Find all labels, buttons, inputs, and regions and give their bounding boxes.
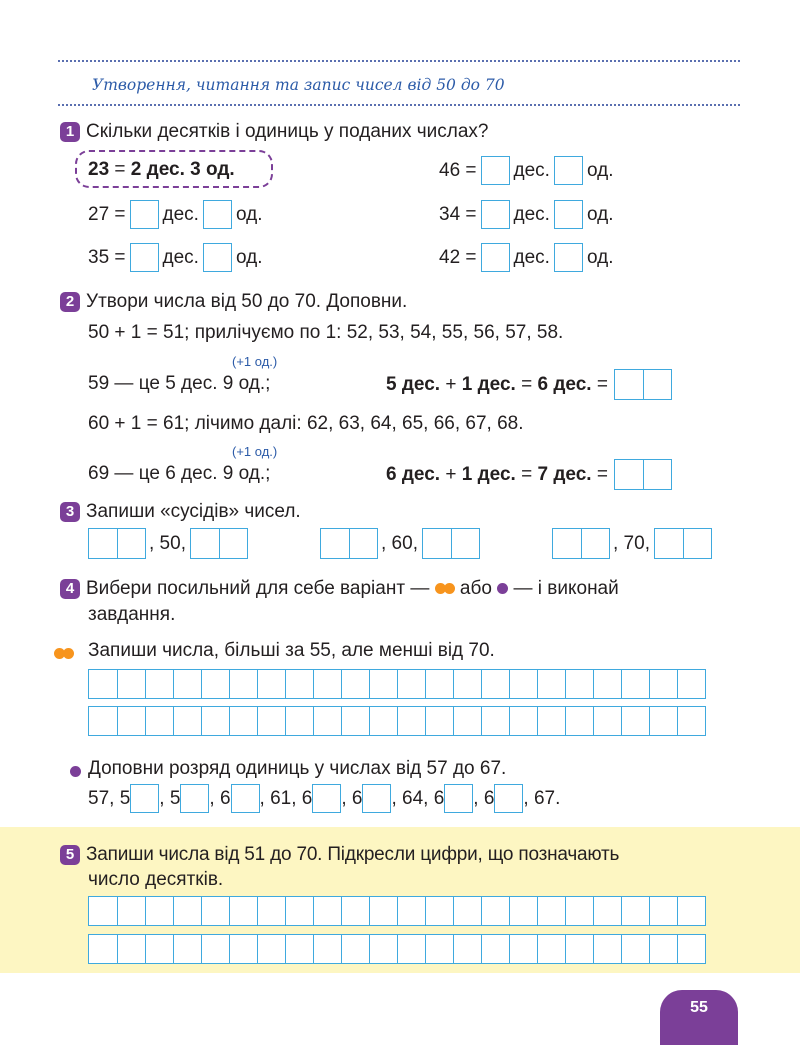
sequence-part: , 67.: [523, 787, 561, 809]
task-2-prompt: Утвори числа від 50 до 70. Доповни.: [86, 291, 408, 312]
tens-box[interactable]: [481, 156, 510, 185]
task-2-badge: 2: [60, 292, 80, 312]
digit-box[interactable]: [130, 784, 159, 813]
prompt-text: — і виконай: [513, 578, 619, 599]
task-2-line-1: 50 + 1 = 51; прилічуємо по 1: 52, 53, 54, 55, 56, 57, 58.: [88, 322, 564, 343]
hint-plus-one: (+1 од.): [232, 444, 278, 459]
digit-box[interactable]: [494, 784, 523, 813]
item-number: 46 =: [439, 159, 477, 181]
task-2-equation-1: [386, 369, 672, 400]
task-1-item: [439, 156, 613, 185]
neighbors-group: [88, 528, 248, 559]
neighbor-box[interactable]: [654, 528, 712, 559]
neighbor-box[interactable]: [88, 528, 146, 559]
neighbor-box[interactable]: [190, 528, 248, 559]
digit-box[interactable]: [362, 784, 391, 813]
neighbors-group: [320, 528, 480, 559]
prompt-text: Вибери посильний для себе варіант —: [86, 578, 430, 599]
task-2-line-2: 59 — це 5 дес. 9 од.;: [88, 373, 271, 394]
neighbor-number: , 60,: [381, 532, 418, 554]
answer-grid-row[interactable]: [88, 896, 706, 926]
tens-label: дес.: [162, 246, 199, 268]
variant-a-prompt: Запиши числа, більші за 55, але менші від 70.: [88, 640, 495, 661]
tens-label: дес.: [513, 246, 550, 268]
digit-box[interactable]: [180, 784, 209, 813]
ones-label: од.: [586, 246, 614, 268]
sequence-part: 57, 5: [88, 787, 131, 809]
item-number: 35 =: [88, 246, 126, 268]
task-5-badge: 5: [60, 845, 80, 865]
sequence-part: , 6: [473, 787, 495, 809]
sequence-part: , 5: [159, 787, 181, 809]
eq-term: 5 дес.: [386, 373, 441, 395]
ones-box[interactable]: [554, 200, 583, 229]
task-1-item: [88, 200, 262, 229]
neighbor-box[interactable]: [552, 528, 610, 559]
eq-equals: =: [515, 373, 538, 395]
digit-box[interactable]: [312, 784, 341, 813]
two-dots-icon: [54, 645, 74, 663]
task-1-prompt: Скільки десятків і одиниць у поданих числах?: [86, 121, 489, 142]
eq-term: 6 дес.: [537, 373, 592, 395]
eq-equals: =: [515, 463, 538, 485]
eq-term: 1 дес.: [461, 463, 516, 485]
task-2-line-3: 60 + 1 = 61; лічимо далі: 62, 63, 64, 65, 66, 67, 68.: [88, 413, 524, 434]
task-5-prompt-continued: число десятків.: [88, 869, 224, 890]
ones-box[interactable]: [554, 243, 583, 272]
header-bottom-rule: [58, 104, 740, 106]
header-top-rule: [58, 60, 740, 62]
ones-box[interactable]: [554, 156, 583, 185]
ones-label: од.: [586, 203, 614, 225]
task-1-badge: 1: [60, 122, 80, 142]
eq-plus: +: [440, 463, 462, 485]
eq-term: 6 дес.: [386, 463, 441, 485]
tens-box[interactable]: [481, 243, 510, 272]
answer-grid-row[interactable]: [88, 669, 706, 699]
one-dot-icon: [497, 578, 508, 599]
eq-term: 1 дес.: [461, 373, 516, 395]
tens-box[interactable]: [481, 200, 510, 229]
task-3-badge: 3: [60, 502, 80, 522]
example-decomposition: 2 дес. 3 од.: [130, 159, 235, 180]
one-dot-icon: [70, 763, 81, 781]
ones-box[interactable]: [203, 243, 232, 272]
eq-equals: =: [591, 373, 608, 395]
item-number: 27 =: [88, 203, 126, 225]
neighbor-box[interactable]: [320, 528, 378, 559]
answer-box[interactable]: [614, 459, 672, 490]
example-equals: =: [109, 159, 131, 180]
two-dots-icon: [435, 578, 455, 599]
page-title: Утворення, читання та запис чисел від 50 до 70: [92, 76, 505, 94]
ones-box[interactable]: [203, 200, 232, 229]
hint-plus-one: (+1 од.): [232, 354, 278, 369]
eq-plus: +: [440, 373, 462, 395]
sequence-part: , 64, 6: [391, 787, 445, 809]
neighbor-number: , 50,: [149, 532, 186, 554]
item-number: 42 =: [439, 246, 477, 268]
neighbor-box[interactable]: [422, 528, 480, 559]
task-4-prompt-continued: завдання.: [88, 604, 176, 625]
task-2-equation-2: [386, 459, 672, 490]
sequence-part: , 6: [209, 787, 231, 809]
tens-label: дес.: [513, 159, 550, 181]
tens-box[interactable]: [130, 243, 159, 272]
task-1-item: [439, 200, 613, 229]
task-5-prompt: Запиши числа від 51 до 70. Підкресли цифри, що позначають: [86, 844, 620, 865]
prompt-text: або: [459, 578, 492, 599]
ones-label: од.: [235, 203, 263, 225]
task-4-badge: 4: [60, 579, 80, 599]
digit-sequence: [88, 784, 560, 813]
digit-box[interactable]: [444, 784, 473, 813]
sequence-part: , 6: [341, 787, 363, 809]
variant-b-prompt: Доповни розряд одиниць у числах від 57 до 67.: [88, 758, 507, 779]
neighbor-number: , 70,: [613, 532, 650, 554]
task-1-item: [88, 243, 262, 272]
answer-grid-row[interactable]: [88, 706, 706, 736]
tens-box[interactable]: [130, 200, 159, 229]
page-number: 55: [660, 990, 738, 1045]
neighbors-group: [552, 528, 712, 559]
item-number: 34 =: [439, 203, 477, 225]
ones-label: од.: [586, 159, 614, 181]
task-2-line-4: 69 — це 6 дес. 9 од.;: [88, 463, 271, 484]
example-equation: [88, 159, 235, 181]
task-4-prompt: [86, 578, 619, 600]
tens-label: дес.: [513, 203, 550, 225]
example-number: 23: [88, 159, 110, 180]
tens-label: дес.: [162, 203, 199, 225]
task-3-prompt: Запиши «сусідів» чисел.: [86, 501, 301, 522]
digit-box[interactable]: [231, 784, 260, 813]
eq-term: 7 дес.: [537, 463, 592, 485]
ones-label: од.: [235, 246, 263, 268]
answer-box[interactable]: [614, 369, 672, 400]
task-1-item: [439, 243, 613, 272]
sequence-part: , 61, 6: [259, 787, 313, 809]
answer-grid-row[interactable]: [88, 934, 706, 964]
eq-equals: =: [591, 463, 608, 485]
